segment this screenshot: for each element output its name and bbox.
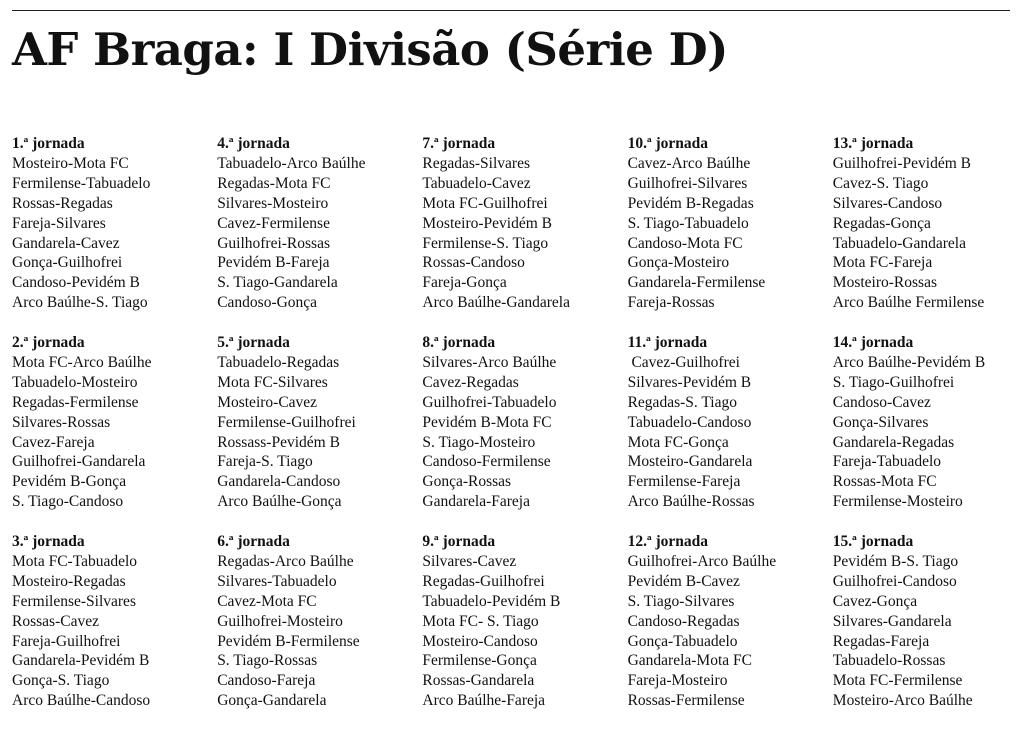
match-line: Candoso-Pevidém B — [12, 274, 140, 292]
page-title: AF Braga: I Divisão (Série D) — [12, 23, 728, 76]
match-line: Regadas-S. Tiago — [627, 393, 737, 411]
match-line: Mota FC- S. Tiago — [422, 612, 539, 630]
round-header: 11.ª jornada — [627, 334, 708, 351]
match-line: Arco Baúlhe-Fareja — [422, 692, 546, 710]
match-line: Arco Baúlhe-Candoso — [12, 692, 151, 710]
match-line: Gonça-Silvares — [832, 413, 929, 431]
match-line: Cavez-Fareja — [12, 433, 95, 451]
match-line: Guilhofrei-Candoso — [832, 572, 957, 590]
match-line: Rossas-Regadas — [12, 194, 113, 212]
round-block — [422, 134, 622, 313]
match-line: Pevidém B-Fareja — [217, 254, 330, 272]
match-line: Silvares-Candoso — [832, 194, 943, 212]
match-line: S. Tiago-Mosteiro — [422, 433, 536, 451]
round-block — [12, 333, 212, 512]
round-block — [217, 532, 417, 711]
match-line: Gandarela-Fareja — [422, 493, 530, 511]
match-line: Cavez-Regadas — [422, 373, 519, 391]
match-line: Silvares-Gandarela — [832, 612, 952, 630]
top-rule — [12, 10, 1010, 11]
round-header: 7.ª jornada — [422, 135, 496, 152]
match-line: Candoso-Regadas — [627, 612, 740, 630]
match-line: S. Tiago-Tabuadelo — [627, 214, 749, 232]
round-header: 13.ª jornada — [832, 135, 914, 152]
match-line: Gandarela-Mota FC — [627, 652, 752, 670]
match-line: Tabuadelo-Mosteiro — [12, 373, 138, 391]
match-line: Fermilense-S. Tiago — [422, 234, 549, 252]
match-line: Fermilense-Tabuadelo — [12, 174, 151, 192]
match-line: Candoso-Mota FC — [627, 234, 743, 252]
match-line: Mota FC-Arco Baúlhe — [12, 353, 152, 371]
match-line: Mota FC-Silvares — [217, 373, 328, 391]
match-line: Mota FC-Gonça — [627, 433, 729, 451]
match-line: Fermilense-Mosteiro — [832, 493, 963, 511]
round-header: 4.ª jornada — [217, 135, 290, 152]
match-line: Silvares-Rossas — [12, 413, 111, 431]
match-line: Regadas-Fermilense — [12, 393, 139, 411]
match-line: S. Tiago-Guilhofrei — [832, 373, 955, 391]
match-line: S. Tiago-Silvares — [627, 592, 735, 610]
match-line: Mota FC-Fareja — [832, 254, 933, 272]
match-line: Tabuadelo-Cavez — [422, 174, 531, 192]
match-line: Gonça-Mosteiro — [627, 254, 730, 272]
match-line: Gonça-Gandarela — [217, 692, 327, 710]
match-line: Cavez-Gonça — [832, 592, 918, 610]
match-line: Candoso-Cavez — [832, 393, 931, 411]
round-block — [422, 333, 622, 512]
match-line: Silvares-Mosteiro — [217, 194, 329, 212]
match-line: Silvares-Arco Baúlhe — [422, 353, 557, 371]
match-line: Tabuadelo-Candoso — [627, 413, 752, 431]
match-line: Mota FC-Tabuadelo — [12, 552, 138, 570]
match-line: Fareja-Silvares — [12, 214, 106, 232]
match-line: Mosteiro-Candoso — [422, 632, 538, 650]
match-line: Regadas-Gonça — [832, 214, 931, 232]
match-line: Guilhofrei-Mosteiro — [217, 612, 343, 630]
match-line: Gandarela-Regadas — [832, 433, 955, 451]
match-line: Arco Baúlhe-Rossas — [627, 493, 755, 511]
match-line: Guilhofrei-Tabuadelo — [422, 393, 557, 411]
round-block — [628, 532, 828, 711]
match-line: Rossas-Fermilense — [627, 692, 745, 710]
match-line: Regadas-Arco Baúlhe — [217, 552, 354, 570]
match-line: Gonça-Rossas — [422, 473, 512, 491]
match-line: Guilhofrei-Pevidém B — [832, 154, 971, 172]
match-line: Fareja-Tabuadelo — [832, 453, 942, 471]
match-line: Arco Baúlhe-S. Tiago — [12, 294, 148, 312]
match-line: Regadas-Fareja — [832, 632, 930, 650]
round-block — [628, 333, 828, 512]
match-line: Fareja-Gonça — [422, 274, 507, 292]
match-line: Mosteiro-Arco Baúlhe — [832, 692, 973, 710]
match-line: Silvares-Cavez — [422, 552, 517, 570]
match-line: Gandarela-Cavez — [12, 234, 120, 252]
match-line: Cavez-Arco Baúlhe — [627, 154, 751, 172]
round-header: 12.ª jornada — [627, 533, 709, 550]
match-line: Cavez-Fermilense — [217, 214, 330, 232]
match-line: Pevidém B-Fermilense — [217, 632, 360, 650]
match-line: Gandarela-Candoso — [217, 473, 341, 491]
round-header: 1.ª jornada — [12, 135, 85, 152]
match-line: Pevidém B-Cavez — [627, 572, 740, 590]
round-header: 2.ª jornada — [12, 334, 85, 351]
match-line: Fermilense-Fareja — [627, 473, 741, 491]
match-line: Tabuadelo-Pevidém B — [422, 592, 561, 610]
match-line: Candoso-Fermilense — [422, 453, 551, 471]
match-line: Fareja-S. Tiago — [217, 453, 313, 471]
match-line: Arco Baúlhe-Pevidém B — [832, 353, 986, 371]
match-line: Gandarela-Pevidém B — [12, 652, 150, 670]
match-line: Rossass-Pevidém B — [217, 433, 340, 451]
match-line: Mosteiro-Cavez — [217, 393, 318, 411]
match-line: Pevidém B-Regadas — [627, 194, 754, 212]
match-line: Tabuadelo-Arco Baúlhe — [217, 154, 366, 172]
match-line: Arco Baúlhe-Gandarela — [422, 294, 570, 312]
match-line: Rossas-Cavez — [12, 612, 99, 630]
match-line: Tabuadelo-Rossas — [832, 652, 946, 670]
round-header: 10.ª jornada — [627, 135, 709, 152]
match-line: Mota FC-Guilhofrei — [422, 194, 548, 212]
match-line: Regadas-Silvares — [422, 154, 530, 172]
match-line: Guilhofrei-Arco Baúlhe — [627, 552, 777, 570]
match-line: Cavez-Mota FC — [217, 592, 317, 610]
round-header: 14.ª jornada — [832, 334, 914, 351]
match-line: Mota FC-Fermilense — [832, 672, 963, 690]
round-block — [12, 532, 212, 711]
match-line: Guilhofrei-Silvares — [627, 174, 748, 192]
match-line: Rossas-Candoso — [422, 254, 525, 272]
match-line: Gonça-Guilhofrei — [12, 254, 123, 272]
round-header: 5.ª jornada — [217, 334, 290, 351]
match-line: Guilhofrei-Rossas — [217, 234, 330, 252]
match-line: S. Tiago-Gandarela — [217, 274, 338, 292]
match-line: Fermilense-Gonça — [422, 652, 537, 670]
match-line: Guilhofrei-Gandarela — [12, 453, 146, 471]
match-line: S. Tiago-Rossas — [217, 652, 318, 670]
match-line: Rossas-Gandarela — [422, 672, 535, 690]
match-line: Cavez-Guilhofrei — [627, 353, 740, 371]
round-header: 6.ª jornada — [217, 533, 290, 550]
match-line: Candoso-Gonça — [217, 294, 318, 312]
match-line: Regadas-Guilhofrei — [422, 572, 545, 590]
match-line: Rossas-Mota FC — [832, 473, 937, 491]
match-line: Silvares-Tabuadelo — [217, 572, 337, 590]
match-line: Gonça-Tabuadelo — [627, 632, 738, 650]
match-line: Fareja-Mosteiro — [627, 672, 728, 690]
match-line: Mosteiro-Mota FC — [12, 154, 129, 172]
match-line: Fermilense-Silvares — [12, 592, 136, 610]
match-line: Tabuadelo-Regadas — [217, 353, 340, 371]
round-block — [833, 134, 1024, 313]
match-line: Pevidém B-Mota FC — [422, 413, 552, 431]
round-header: 9.ª jornada — [422, 533, 496, 550]
round-block — [422, 532, 622, 711]
match-line: Candoso-Fareja — [217, 672, 316, 690]
match-line: Fareja-Rossas — [627, 294, 715, 312]
round-block — [833, 333, 1024, 512]
match-line: Gandarela-Fermilense — [627, 274, 766, 292]
match-line: Fermilense-Guilhofrei — [217, 413, 356, 431]
round-block — [217, 333, 417, 512]
match-line: Mosteiro-Gandarela — [627, 453, 753, 471]
match-line: Arco Baúlhe Fermilense — [832, 294, 985, 312]
match-line: Pevidém B-Gonça — [12, 473, 127, 491]
match-line: Mosteiro-Rossas — [832, 274, 937, 292]
round-block — [12, 134, 212, 313]
match-line: Cavez-S. Tiago — [832, 174, 929, 192]
match-line: Gonça-S. Tiago — [12, 672, 110, 690]
match-line: Mosteiro-Pevidém B — [422, 214, 552, 232]
round-block — [217, 134, 417, 313]
round-block — [833, 532, 1024, 711]
match-line: Tabuadelo-Gandarela — [832, 234, 966, 252]
match-line: Arco Baúlhe-Gonça — [217, 493, 342, 511]
match-line: Silvares-Pevidém B — [627, 373, 752, 391]
match-line: Fareja-Guilhofrei — [12, 632, 121, 650]
round-header: 8.ª jornada — [422, 334, 496, 351]
round-header: 15.ª jornada — [832, 533, 914, 550]
round-block — [628, 134, 828, 313]
match-line: Mosteiro-Regadas — [12, 572, 126, 590]
match-line: Regadas-Mota FC — [217, 174, 331, 192]
match-line: Pevidém B-S. Tiago — [832, 552, 959, 570]
match-line: S. Tiago-Candoso — [12, 493, 124, 511]
round-header: 3.ª jornada — [12, 533, 85, 550]
